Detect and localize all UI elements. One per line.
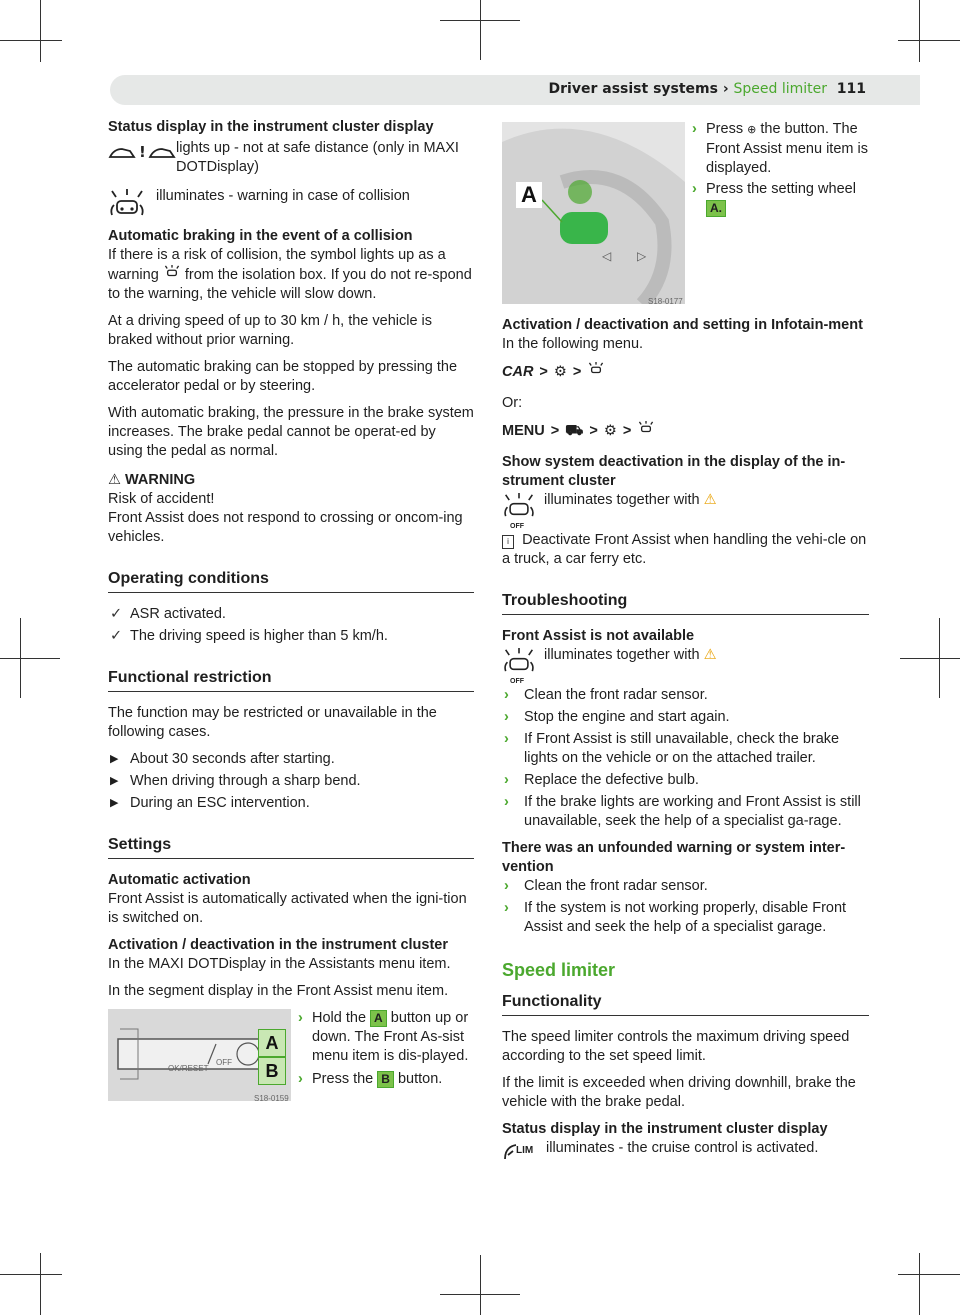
auto-brake-title: Automatic braking in the event of a collision [108, 228, 413, 244]
lever-figure-block [108, 1009, 474, 1129]
collision-warning-icon [108, 189, 146, 227]
running-header [549, 80, 866, 99]
status-row-collision [108, 187, 474, 217]
collision-warning-icon [637, 421, 655, 441]
collision-warning-icon [163, 265, 181, 285]
operating-conditions-heading: Operating conditions [108, 569, 474, 593]
svg-text:◁: ◁ [602, 249, 612, 263]
gear-icon: ⚙ [603, 422, 617, 439]
gear-icon: ⚙ [553, 363, 567, 380]
left-column [108, 118, 474, 1129]
bullet-triangle-icon: ▶ [110, 797, 119, 809]
page-number: 111 [836, 81, 866, 97]
auto-activation-title: Automatic activation [108, 872, 251, 888]
speed-limiter-icon [502, 1141, 542, 1169]
steering-figure [502, 122, 685, 304]
activation-cluster-title: Activation / deactivation in the instrument cluster [108, 937, 449, 953]
lim-label: LIM [516, 1145, 534, 1156]
step-arrow-icon: › [692, 121, 697, 137]
restriction-intro: The function may be restricted or unavailable in the following cases. [108, 705, 437, 740]
check-icon: ✓ [110, 606, 123, 622]
status-row-not-available: OFF illuminates together with ⚠ [502, 646, 869, 676]
functionality-paragraph-1: The speed limiter controls the maximum driving speed according to the set speed limit. [502, 1029, 850, 1064]
car-menu-label: CAR [502, 363, 534, 380]
figure-code: S18-0159 [254, 1094, 289, 1101]
key-a: A. [706, 200, 726, 217]
list-item: ✓ ASR activated. [110, 606, 226, 622]
warning-title: WARNING [125, 472, 196, 488]
bullet-triangle-icon: ▶ [110, 753, 119, 765]
right-column [502, 118, 869, 1179]
warning-triangle-icon: ⚠ [108, 472, 121, 488]
list-item: › If Front Assist is still unavailable, check the brake lights on the vehicle or on the attached trailer. [504, 731, 840, 766]
collision-warning-icon [587, 362, 605, 382]
troubleshooting-heading: Troubleshooting [502, 591, 869, 615]
list-item: ✓ The driving speed is higher than 5 km/h. [110, 628, 388, 644]
lever-off-label: OFF [216, 1058, 232, 1067]
step-arrow-icon: › [298, 1071, 303, 1087]
front-assist-off-icon [502, 493, 536, 531]
warning-triangle-icon: ⚠ [703, 647, 717, 663]
infotainment-title: Activation / deactivation and setting in Infotain-ment [502, 317, 863, 333]
step-arrow-icon: › [504, 794, 509, 810]
show-deactivation-title: Show system deactivation in the display of the in-strument cluster [502, 454, 846, 489]
menu-path-car: CAR > ⚙ > [502, 362, 869, 382]
assist-button-icon: ⊕ [747, 124, 757, 136]
key-a: A [370, 1010, 387, 1027]
warning-heading [108, 471, 474, 490]
header-separator: › [722, 81, 729, 97]
note-paragraph: i Deactivate Front Assist when handling the vehi-cle on a truck, a car ferry etc. [502, 532, 867, 567]
check-icon: ✓ [110, 628, 123, 644]
unfounded-warning-title: There was an unfounded warning or system inter-vention [502, 840, 846, 875]
key-b: B [377, 1071, 394, 1088]
step-arrow-icon: › [692, 181, 697, 197]
list-item: ▶ When driving through a sharp bend. [110, 773, 361, 789]
list-item: › If the brake lights are working and Front Assist is still unavailable, seek the help of a specialist ga-rage. [504, 794, 861, 829]
steering-figure-block [502, 118, 869, 308]
steering-steps [692, 120, 869, 218]
front-assist-off-icon [502, 648, 536, 686]
settings-heading: Settings [108, 835, 474, 859]
lever-ok-reset-label: OK/RESET [168, 1064, 209, 1073]
auto-brake-paragraph-3: The automatic braking can be stopped by pressing the accelerator pedal or by steering. [108, 359, 458, 394]
list-item: ▶ During an ESC intervention. [110, 795, 310, 811]
functionality-paragraph-2: If the limit is exceeded when driving downhill, brake the vehicle with the brake pedal. [502, 1075, 856, 1110]
off-label: OFF [510, 523, 524, 530]
auto-activation-text: Front Assist is automatically activated when the igni-tion is switched on. [108, 891, 467, 926]
lever-steps [298, 1009, 474, 1089]
lever-figure [108, 1009, 291, 1101]
limiter-status-title: Status display in the instrument cluster display [502, 1121, 828, 1137]
step-arrow-icon: › [504, 687, 509, 703]
callout-a: A [258, 1029, 286, 1057]
warning-line-1: Risk of accident! [108, 491, 215, 507]
activation-cluster-text: In the MAXI DOTDisplay in the Assistants menu item. [108, 956, 451, 972]
list-item: › Clean the front radar sensor. [504, 878, 708, 894]
menu-label: MENU [502, 422, 545, 439]
step-arrow-icon: › [504, 772, 509, 788]
step-hold-a: › Hold the A button up or down. The Front As-sist menu item is dis-played. [298, 1010, 469, 1064]
status-row-off: OFF illuminates together with ⚠ [502, 491, 869, 521]
auto-brake-p1b: from the isolation box. If you do not re-spond to the warning, the vehicle will slow down. [108, 266, 472, 302]
status-row-distance [108, 139, 474, 177]
off-label: OFF [510, 678, 524, 685]
step-arrow-icon: › [504, 709, 509, 725]
warning-line-2: Front Assist does not respond to crossing or oncom-ing vehicles. [108, 510, 463, 545]
or-text: Or: [502, 395, 523, 411]
status-row-limiter: LIM illuminates - the cruise control is activated. [502, 1139, 869, 1169]
svg-text:▷: ▷ [637, 249, 647, 263]
svg-text:!: ! [139, 143, 146, 161]
bullet-triangle-icon: ▶ [110, 775, 119, 787]
functional-restriction-heading: Functional restriction [108, 668, 474, 692]
restriction-list [108, 750, 474, 813]
callout-a: A [516, 182, 542, 208]
speed-limiter-heading: Speed limiter [502, 960, 616, 980]
infotainment-text: In the following menu. [502, 336, 644, 352]
step-press-button: › Press ⊕ the button. The Front Assist menu item is displayed. [692, 121, 868, 176]
unfounded-list [502, 877, 869, 937]
header-subsection: Speed limiter [733, 81, 828, 97]
list-item: ▶ About 30 seconds after starting. [110, 751, 335, 767]
status-display-title: Status display in the instrument cluster display [108, 119, 434, 135]
callout-b: B [258, 1057, 286, 1085]
step-arrow-icon: › [504, 878, 509, 894]
step-setting-wheel: › Press the setting wheel A. [692, 181, 856, 215]
step-arrow-icon: › [298, 1010, 303, 1026]
auto-brake-paragraph-2: At a driving speed of up to 30 km / h, the vehicle is braked without prior warning. [108, 313, 433, 348]
car-distance-icon [108, 141, 176, 169]
segment-display-text: In the segment display in the Front Assist menu item. [108, 983, 449, 999]
warning-triangle-icon: ⚠ [703, 492, 717, 508]
auto-brake-paragraph-1 [108, 246, 474, 304]
status-collision-text: illuminates - warning in case of collision [156, 188, 410, 204]
note-icon: i [502, 535, 514, 549]
operating-conditions-list [108, 605, 474, 646]
auto-brake-p1a: If there is a risk of collision, the symbol lights up as a warning [108, 247, 446, 283]
step-press-b: › Press the B button. [298, 1071, 443, 1087]
step-arrow-icon: › [504, 731, 509, 747]
functionality-heading: Functionality [502, 992, 869, 1016]
step-arrow-icon: › [504, 900, 509, 916]
status-distance-text: lights up - not at safe distance (only in MAXI DOTDisplay) [176, 140, 459, 175]
figure-code: S18-0177 [648, 297, 683, 304]
car-icon: ⛟ [565, 422, 584, 439]
list-item: › Stop the engine and start again. [504, 709, 730, 725]
list-item: › Clean the front radar sensor. [504, 687, 708, 703]
menu-path-menu: MENU > ⛟ > ⚙ > [502, 421, 869, 441]
list-item: › Replace the defective bulb. [504, 772, 699, 788]
troubleshooting-list [502, 686, 869, 831]
header-section: Driver assist systems [548, 81, 718, 97]
not-available-title: Front Assist is not available [502, 628, 695, 644]
warning-box [108, 471, 474, 547]
list-item: › If the system is not working properly, disable Front Assist and seek the help of a specialist garage. [504, 900, 847, 935]
auto-brake-paragraph-4: With automatic braking, the pressure in the brake system increases. The brake pedal cannot be operat-ed by using the pedal as normal. [108, 405, 474, 459]
